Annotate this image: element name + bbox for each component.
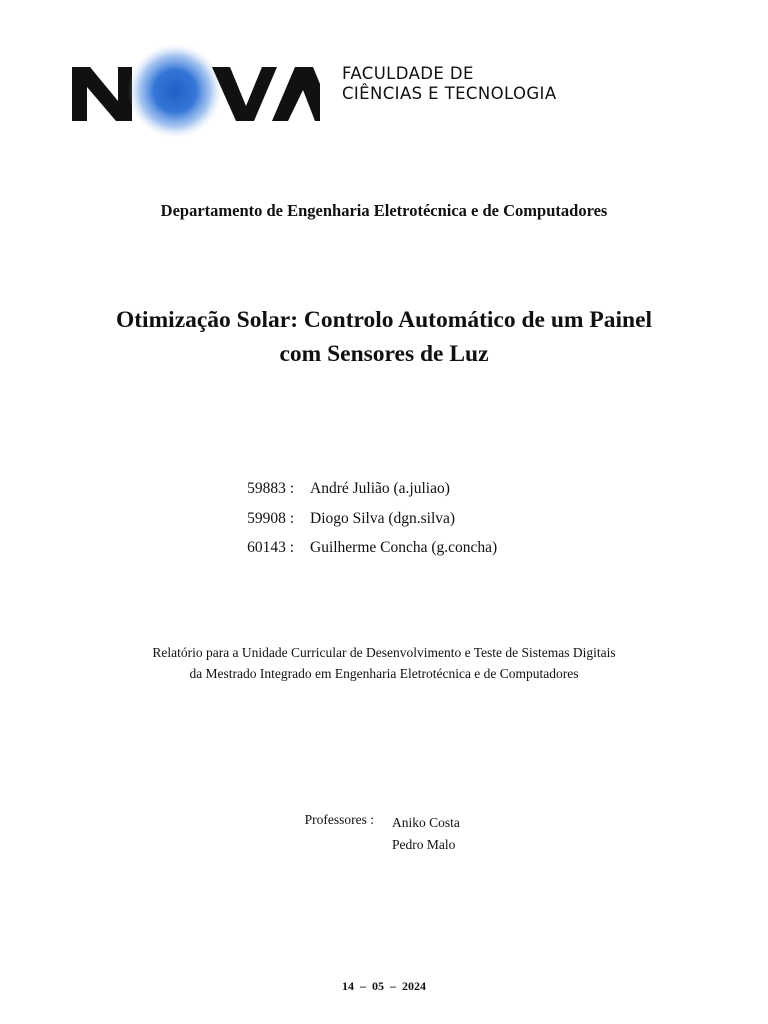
title-line-2: com Sensores de Luz: [279, 341, 489, 367]
author-row: [0, 480, 768, 510]
professors-names: [392, 812, 460, 856]
professor-name: Aniko Costa: [392, 815, 460, 830]
report-line-2: da Mestrado Integrado em Engenharia Eletrotécnica e de Computadores: [189, 666, 579, 681]
title-line-1: Otimização Solar: Controlo Automático de um Painel: [115, 307, 653, 333]
logo-letter-n: [72, 67, 132, 121]
author-name: André Julião (a.juliao): [310, 480, 450, 497]
logo-line-2: CIÊNCIAS E TECNOLOGIA: [342, 84, 557, 103]
author-name: Diogo Silva (dgn.silva): [310, 509, 456, 527]
department-name: Departamento de Engenharia Eletrotécnica e de Computadores: [160, 201, 608, 220]
report-title: [0, 303, 768, 371]
author-name: Guilherme Concha (g.concha): [310, 539, 498, 556]
nova-logo-mark: [70, 44, 330, 144]
professors-label: Professores :: [304, 812, 374, 827]
author-row: [0, 510, 768, 540]
report-date: 14 – 05 – 2024: [342, 979, 426, 993]
logo-line-1: FACULDADE DE: [342, 64, 474, 83]
institution-logo: [70, 44, 570, 144]
logo-orb: [128, 44, 222, 138]
report-description: [0, 642, 768, 684]
author-row: [0, 539, 768, 569]
logo-faculty-name: [342, 64, 557, 104]
report-line-1: Relatório para a Unidade Curricular de Desenvolvimento e Teste de Sistemas Digitais: [152, 645, 616, 660]
authors-list: [0, 480, 768, 569]
logo-letter-a: [272, 67, 320, 121]
author-number: 59908 :: [247, 509, 294, 527]
professor-name: Pedro Malo: [392, 837, 456, 852]
author-number: 60143 :: [247, 539, 294, 556]
author-number: 59883 :: [247, 480, 294, 497]
